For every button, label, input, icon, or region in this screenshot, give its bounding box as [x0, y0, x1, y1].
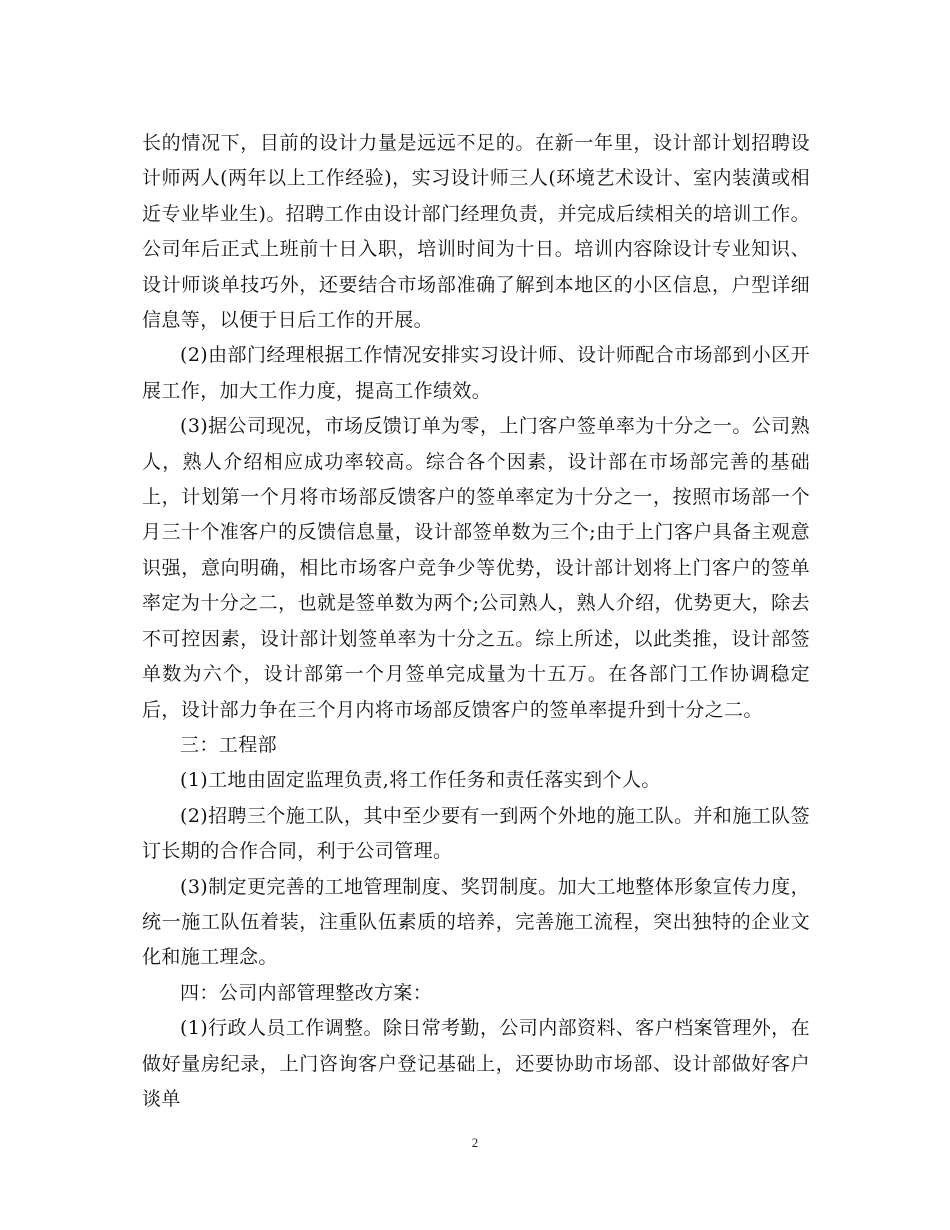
page-number: 2	[471, 1135, 479, 1150]
paragraph-engineering-item-2: (2)招聘三个施工队，其中至少要有一到两个外地的施工队。并和施工队签订长期的合作合同，利于公司管理。	[142, 804, 810, 863]
paragraph-design-item-3: (3)据公司现况，市场反馈订单为零，上门客户签单率为十分之一。公司熟人，熟人介绍相应成功率较高。综合各个因素，设计部在市场部完善的基础上，计划第一个月将市场部反馈客户的签单率定为十分之一，按照市场部一个月三十个准客户的反馈信息量，设计部签单数为三个;由于上门客户具备主观意识强，意向明确，相比市场客户竞争少等优势，设计部计划将上门客户的签单率定为十分之二，也就是签单数为两个;公司熟人，熟人介绍，优势更大，除去不可控因素，设计部计划签单率为十分之五。综上所述，以此类推，设计部签单数为六个，设计部第一个月签单完成量为十五万。在各部门工作协调稳定后，设计部力争在三个月内将市场部反馈客户的签单率提升到十分之二。	[142, 415, 810, 721]
paragraph-engineering-item-3: (3)制定更完善的工地管理制度、奖罚制度。加大工地整体形象宣传力度，统一施工队伍着装，注重队伍素质的培养，完善施工流程，突出独特的企业文化和施工理念。	[142, 875, 810, 969]
section-heading-internal-management: 四：公司内部管理整改方案：	[180, 981, 433, 1004]
paragraph-design-item-2: (2)由部门经理根据工作情况安排实习设计师、设计师配合市场部到小区开展工作，加大工作力度，提高工作绩效。	[142, 344, 810, 402]
paragraph-management-item-1: (1)行政人员工作调整。除日常考勤，公司内部资料、客户档案管理外，在做好量房纪录，上门咨询客户登记基础上，还要协助市场部、设计部做好客户谈单	[142, 1017, 810, 1110]
paragraph-engineering-item-1: (1)工地由固定监理负责,将工作任务和责任落实到个人。	[180, 769, 661, 792]
section-heading-engineering: 三：工程部	[180, 733, 278, 756]
paragraph-design-recruitment: 长的情况下，目前的设计力量是远远不足的。在新一年里，设计部计划招聘设计师两人(两年以上工作经验)，实习设计师三人(环境艺术设计、室内装潢或相近专业毕业生)。招聘工作由设计部门经理负责，并完成后续相关的培训工作。公司年后正式上班前十日入职，培训时间为十日。培训内容除设计专业知识、设计师谈单技巧外，还要结合市场部准确了解到本地区的小区信息，户型详细信息等，以便于日后工作的开展。	[142, 132, 810, 332]
document-body	[142, 126, 810, 1117]
